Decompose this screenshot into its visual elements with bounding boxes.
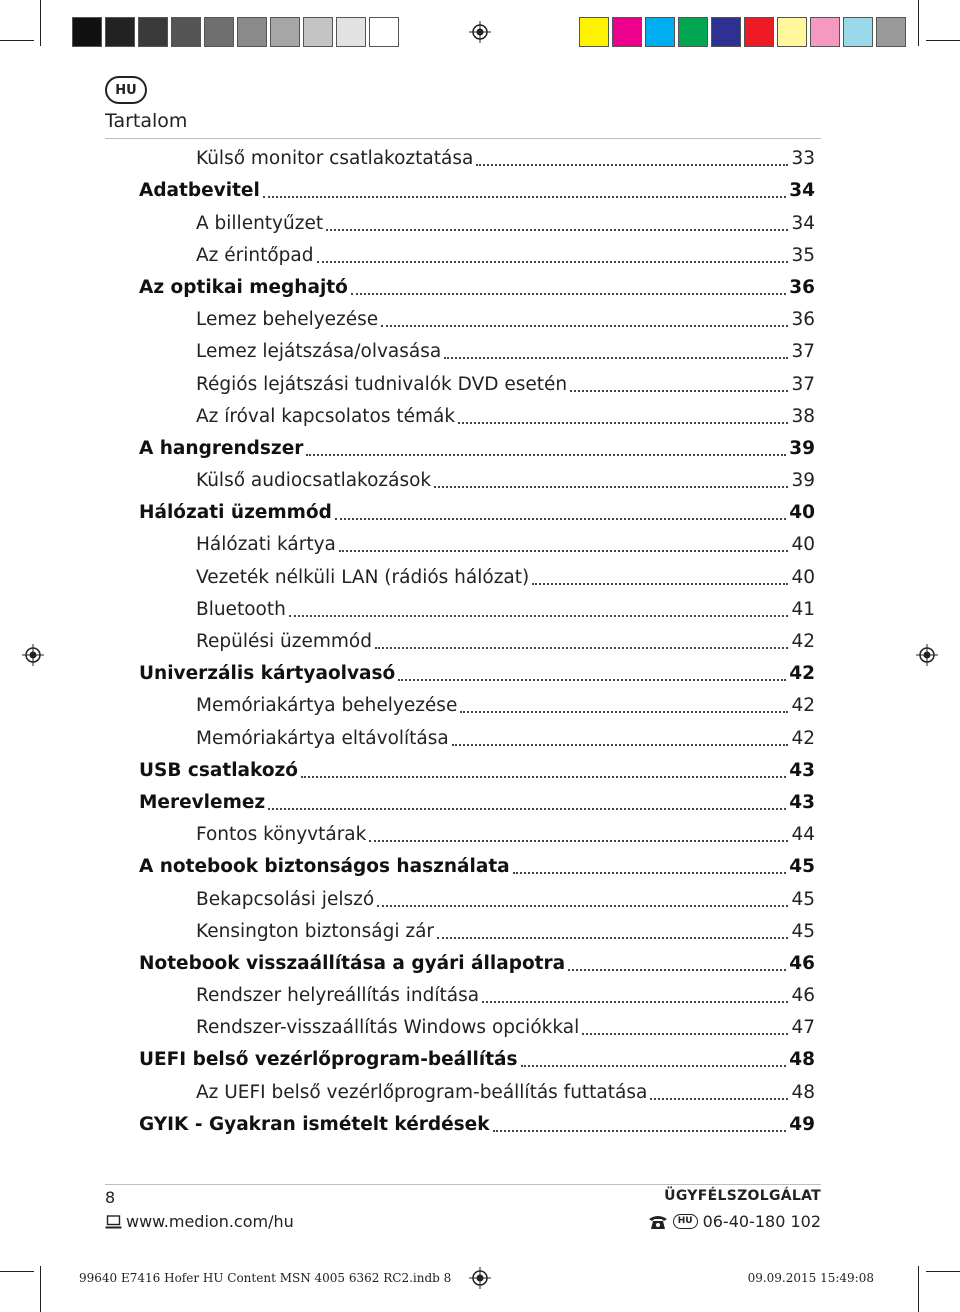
color-swatch [369, 17, 399, 47]
page-title: Tartalom [105, 110, 188, 132]
dot-leader [452, 743, 789, 746]
registration-mark-icon [916, 644, 938, 666]
print-slug-date: 09.09.2015 15:49:08 [747, 1271, 874, 1285]
toc-entry-page: 33 [791, 148, 815, 170]
toc-entry[interactable] [139, 497, 815, 529]
dot-leader [532, 582, 788, 585]
dot-leader [568, 968, 786, 971]
toc-entry-title: Hálózati üzemmód [139, 502, 332, 524]
toc-entry-title: Az UEFI belső vezérlőprogram-beállítás futtatása [196, 1081, 648, 1103]
dot-leader [398, 678, 786, 681]
dot-leader [289, 614, 789, 617]
toc-entry-page: 42 [789, 663, 815, 685]
color-swatch [678, 17, 708, 47]
toc-entry-page: 34 [791, 212, 815, 234]
crop-mark [926, 40, 960, 41]
dot-leader [263, 195, 786, 198]
header-divider [105, 138, 821, 139]
toc-entry-title: Kensington biztonsági zár [196, 920, 435, 942]
toc-entry-page: 37 [791, 341, 815, 363]
toc-entry-page: 34 [789, 180, 815, 202]
language-badge: HU [105, 76, 147, 104]
dot-leader [335, 517, 786, 520]
dot-leader [493, 1129, 787, 1132]
toc-entry[interactable] [139, 433, 815, 465]
toc-entry[interactable] [139, 722, 815, 754]
dot-leader [482, 1000, 788, 1003]
toc-entry[interactable] [139, 1012, 815, 1044]
color-swatch [270, 17, 300, 47]
toc-entry-page: 37 [791, 373, 815, 395]
dot-leader [326, 228, 788, 231]
cmyk-color-bar [579, 17, 909, 47]
dot-leader [460, 710, 788, 713]
color-swatch [72, 17, 102, 47]
website-url: www.medion.com/hu [126, 1212, 294, 1231]
toc-entry-page: 48 [791, 1081, 815, 1103]
toc-entry-page: 45 [791, 920, 815, 942]
dot-leader [306, 453, 786, 456]
grayscale-color-bar [72, 17, 402, 47]
toc-entry[interactable] [139, 304, 815, 336]
toc-entry[interactable] [139, 883, 815, 915]
toc-entry[interactable] [139, 755, 815, 787]
crop-mark [40, 1266, 41, 1312]
toc-entry-title: Univerzális kártyaolvasó [139, 663, 396, 685]
crop-mark [926, 1271, 960, 1272]
toc-entry-title: Bekapcsolási jelszó [196, 888, 375, 910]
toc-entry-title: Rendszer-visszaállítás Windows opciókkal [196, 1017, 580, 1039]
registration-mark-icon [22, 644, 44, 666]
toc-entry[interactable] [139, 1109, 815, 1141]
dot-leader [521, 1064, 787, 1067]
color-swatch [744, 17, 774, 47]
toc-entry-title: USB csatlakozó [139, 759, 299, 781]
toc-entry[interactable] [139, 336, 815, 368]
toc-entry-title: Merevlemez [139, 791, 266, 813]
toc-entry-page: 36 [791, 309, 815, 331]
toc-entry[interactable] [139, 980, 815, 1012]
color-swatch [303, 17, 333, 47]
color-swatch [777, 17, 807, 47]
dot-leader [570, 389, 788, 392]
color-swatch [336, 17, 366, 47]
country-badge: HU [673, 1214, 698, 1229]
toc-entry-title: Rendszer helyreállítás indítása [196, 985, 480, 1007]
toc-entry-page: 44 [791, 824, 815, 846]
table-of-contents [139, 143, 815, 1141]
toc-entry-title: Külső monitor csatlakoztatása [196, 148, 474, 170]
toc-entry-title: Az érintőpad [196, 244, 314, 266]
color-swatch [876, 17, 906, 47]
color-swatch [204, 17, 234, 47]
laptop-icon [105, 1215, 122, 1229]
toc-entry[interactable] [139, 401, 815, 433]
dot-leader [476, 163, 788, 166]
toc-entry-page: 43 [789, 791, 815, 813]
toc-entry[interactable] [139, 916, 815, 948]
toc-entry-title: Bluetooth [196, 598, 286, 620]
toc-entry-page: 41 [791, 598, 815, 620]
dot-leader [650, 1097, 788, 1100]
color-swatch [105, 17, 135, 47]
footer-divider [105, 1184, 821, 1185]
dot-leader [458, 421, 788, 424]
toc-entry-title: Memóriakártya eltávolítása [196, 727, 449, 749]
toc-entry-page: 46 [789, 952, 815, 974]
toc-entry[interactable] [139, 690, 815, 722]
telephone-icon [648, 1214, 668, 1230]
toc-entry-page: 42 [791, 727, 815, 749]
color-swatch [138, 17, 168, 47]
toc-entry-page: 36 [789, 276, 815, 298]
toc-entry-page: 42 [791, 695, 815, 717]
dot-leader [317, 260, 789, 263]
toc-entry-page: 42 [791, 631, 815, 652]
toc-entry-page: 45 [789, 856, 815, 878]
toc-entry[interactable] [139, 529, 815, 561]
color-swatch [843, 17, 873, 47]
print-slug-file: 99640 E7416 Hofer HU Content MSN 4005 6362 RC2.indb 8 [79, 1271, 452, 1285]
registration-mark-icon [469, 21, 491, 43]
toc-entry-title: Hálózati kártya [196, 534, 336, 556]
toc-entry-title: Az íróval kapcsolatos témák [196, 405, 456, 427]
toc-entry[interactable] [139, 1076, 815, 1108]
dot-leader [301, 775, 786, 778]
color-swatch [711, 17, 741, 47]
toc-entry-title: Vezeték nélküli LAN (rádiós hálózat) [196, 566, 530, 588]
toc-entry[interactable] [139, 207, 815, 239]
toc-entry-page: 49 [789, 1113, 815, 1135]
dot-leader [369, 839, 788, 842]
toc-entry-page: 48 [789, 1049, 815, 1071]
color-swatch [171, 17, 201, 47]
toc-entry-page: 40 [791, 534, 815, 556]
toc-entry[interactable] [139, 561, 815, 593]
toc-entry-title: Lemez lejátszása/olvasása [196, 341, 442, 363]
color-swatch [612, 17, 642, 47]
toc-entry-title: Notebook visszaállítása a gyári állapotra [139, 952, 566, 974]
toc-entry-page: 39 [789, 437, 815, 459]
dot-leader [377, 904, 788, 907]
color-swatch [810, 17, 840, 47]
color-swatch [237, 17, 267, 47]
color-swatch [579, 17, 609, 47]
crop-mark [918, 1266, 919, 1312]
toc-entry[interactable] [139, 626, 815, 658]
customer-service-label: ÜGYFÉLSZOLGÁLAT [664, 1188, 821, 1204]
dot-leader [444, 356, 788, 359]
toc-entry-page: 45 [791, 888, 815, 910]
dot-leader [582, 1032, 788, 1035]
phone-number: 06-40-180 102 [702, 1212, 821, 1231]
toc-entry-page: 38 [791, 405, 815, 427]
color-swatch [645, 17, 675, 47]
toc-entry[interactable] [139, 465, 815, 497]
toc-entry-title: UEFI belső vezérlőprogram-beállítás [139, 1049, 518, 1071]
toc-entry-page: 47 [791, 1017, 815, 1039]
dot-leader [351, 292, 786, 295]
toc-entry-page: 43 [789, 759, 815, 781]
crop-mark [0, 1271, 34, 1272]
toc-entry-page: 40 [791, 566, 815, 588]
toc-entry-title: A hangrendszer [139, 437, 304, 459]
dot-leader [375, 646, 788, 649]
toc-entry-title: Adatbevitel [139, 180, 260, 202]
toc-entry-title: A billentyűzet [196, 212, 324, 234]
toc-entry-title: Lemez behelyezése [196, 309, 379, 331]
toc-entry[interactable] [139, 594, 815, 626]
toc-entry-page: 39 [791, 470, 815, 492]
crop-mark [0, 40, 34, 41]
toc-entry-title: Memóriakártya behelyezése [196, 695, 458, 717]
toc-entry[interactable] [139, 819, 815, 851]
dot-leader [268, 807, 786, 810]
toc-entry[interactable] [139, 948, 815, 980]
dot-leader [434, 485, 788, 488]
toc-entry[interactable] [139, 143, 815, 175]
toc-entry[interactable] [139, 240, 815, 272]
toc-entry-title: Fontos könyvtárak [196, 824, 367, 846]
registration-mark-icon [469, 1267, 491, 1289]
toc-entry[interactable] [139, 175, 815, 207]
toc-entry-title: Külső audiocsatlakozások [196, 470, 432, 492]
page-number: 8 [105, 1188, 116, 1207]
toc-entry-title: Repülési üzemmód [196, 631, 372, 652]
crop-mark [40, 0, 41, 46]
dot-leader [381, 324, 788, 327]
crop-mark [918, 0, 919, 46]
toc-entry-page: 40 [789, 502, 815, 524]
toc-entry-title: GYIK - Gyakran ismételt kérdések [139, 1113, 490, 1135]
website-link[interactable] [105, 1212, 294, 1231]
dot-leader [339, 549, 789, 552]
dot-leader [437, 936, 788, 939]
toc-entry[interactable] [139, 368, 815, 400]
toc-entry-page: 35 [791, 244, 815, 266]
toc-entry-title: Az optikai meghajtó [139, 276, 348, 298]
hotline [648, 1212, 821, 1231]
toc-entry[interactable] [139, 272, 815, 304]
toc-entry[interactable] [139, 1044, 815, 1076]
toc-entry[interactable] [139, 787, 815, 819]
toc-entry-title: A notebook biztonságos használata [139, 856, 510, 878]
toc-entry[interactable] [139, 658, 815, 690]
toc-entry-page: 46 [791, 985, 815, 1007]
dot-leader [513, 871, 787, 874]
toc-entry-title: Régiós lejátszási tudnivalók DVD esetén [196, 373, 568, 395]
toc-entry[interactable] [139, 851, 815, 883]
